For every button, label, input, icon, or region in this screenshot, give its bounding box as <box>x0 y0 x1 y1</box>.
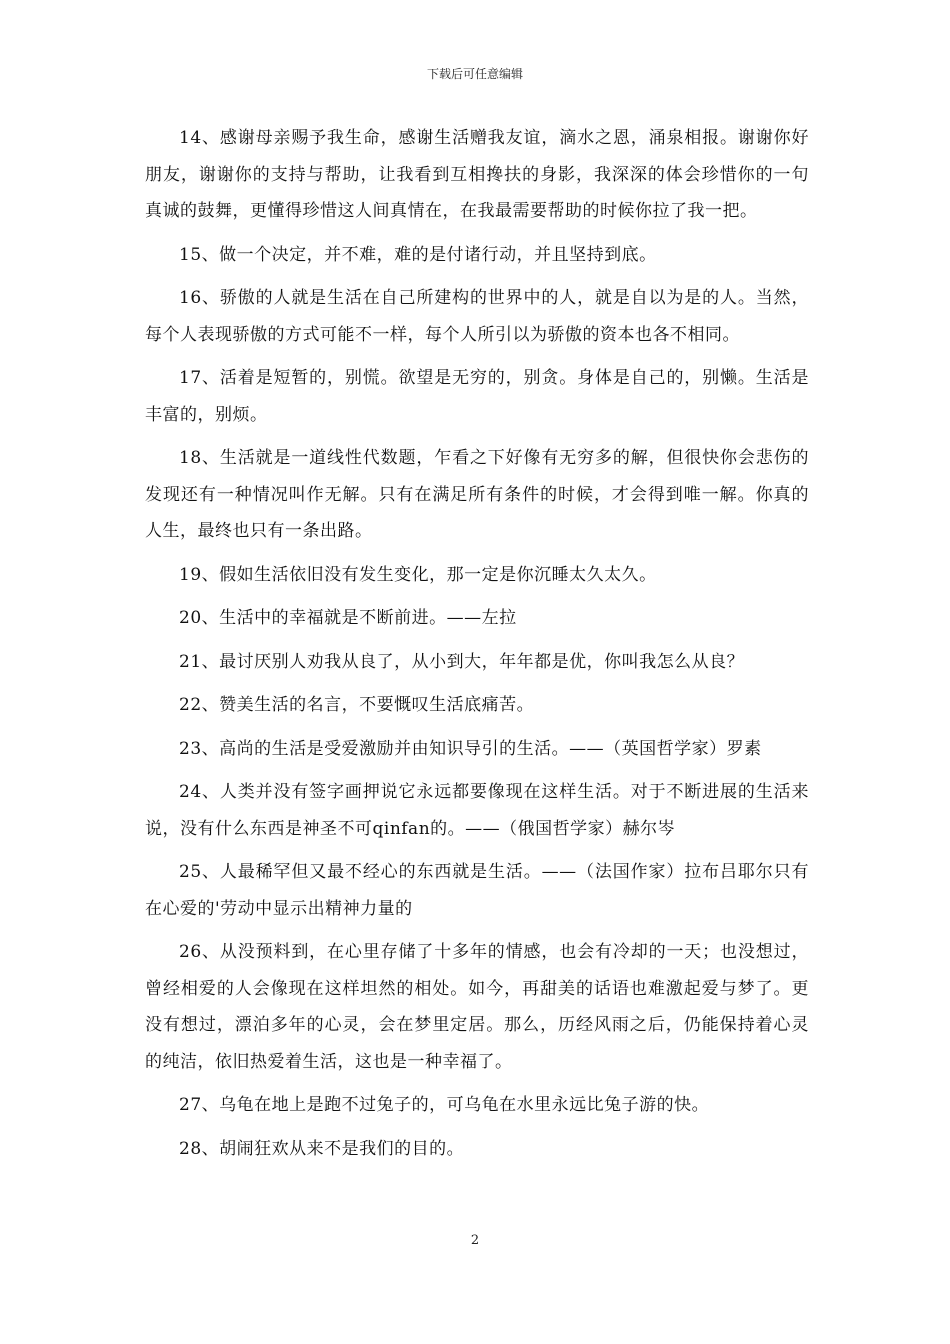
document-body <box>145 120 809 1174</box>
paragraph-15: 15、做一个决定，并不难，难的是付诸行动，并且坚持到底。 <box>179 244 657 265</box>
page-number: 2 <box>470 1233 480 1248</box>
paragraph-20: 20、生活中的幸福就是不断前进。——左拉 <box>179 608 517 628</box>
paragraph-14: 14、感谢母亲赐予我生命，感谢生活赠我友谊，滴水之恩，涌泉相报。谢谢你好朋友，谢谢你的支持与帮助，让我看到互相搀扶的身影，我深深的体会珍惜你的一句真诚的鼓舞，更懂得珍惜这人间真情在，在我最需要帮助的时候你拉了我一把。 <box>145 128 809 221</box>
paragraph-27: 27、乌龟在地上是跑不过兔子的，可乌龟在水里永远比兔子游的快。 <box>179 1095 710 1115</box>
paragraph-17: 17、活着是短暂的，别慌。欲望是无穷的，别贪。身体是自己的，别懒。生活是丰富的，别烦。 <box>145 368 809 425</box>
page-header: 下载后可任意编辑 <box>426 67 523 81</box>
paragraph-16: 16、骄傲的人就是生活在自己所建构的世界中的人，就是自以为是的人。当然，每个人表现骄傲的方式可能不一样，每个人所引以为骄傲的资本也各不相同。 <box>145 288 809 345</box>
paragraph-21: 21、最讨厌别人劝我从良了，从小到大，年年都是优，你叫我怎么从良？ <box>179 651 745 672</box>
paragraph-26: 26、从没预料到，在心里存储了十多年的情感，也会有冷却的一天；也没想过，曾经相爱的人会像现在这样坦然的相处。如今，再甜美的话语也难激起爱与梦了。更没有想过，漂泊多年的心灵，会在梦里定居。那么，历经风雨之后，仍能保持着心灵的纯洁，依旧热爱着生活，这也是一种幸福了。 <box>145 942 809 1072</box>
paragraph-19: 19、假如生活依旧没有发生变化，那一定是你沉睡太久太久。 <box>179 564 657 585</box>
paragraph-28: 28、胡闹狂欢从来不是我们的目的。 <box>179 1138 465 1159</box>
paragraph-22: 22、赞美生活的名言，不要慨叹生活底痛苦。 <box>179 695 535 715</box>
paragraph-25: 25、人最稀罕但又最不经心的东西就是生活。——（法国作家）拉布吕耶尔只有在心爱的'劳动中显示出精神力量的 <box>145 862 809 919</box>
paragraph-23: 23、高尚的生活是受爱激励并由知识导引的生活。——（英国哲学家）罗素 <box>179 738 762 759</box>
paragraph-18: 18、生活就是一道线性代数题，乍看之下好像有无穷多的解，但很快你会悲伤的发现还有一种情况叫作无解。只有在满足所有条件的时候，才会得到唯一解。你真的人生，最终也只有一条出路。 <box>145 448 809 541</box>
paragraph-24: 24、人类并没有签字画押说它永远都要像现在这样生活。对于不断进展的生活来说，没有什么东西是神圣不可qinfan的。——（俄国哲学家）赫尔岑 <box>145 782 809 839</box>
